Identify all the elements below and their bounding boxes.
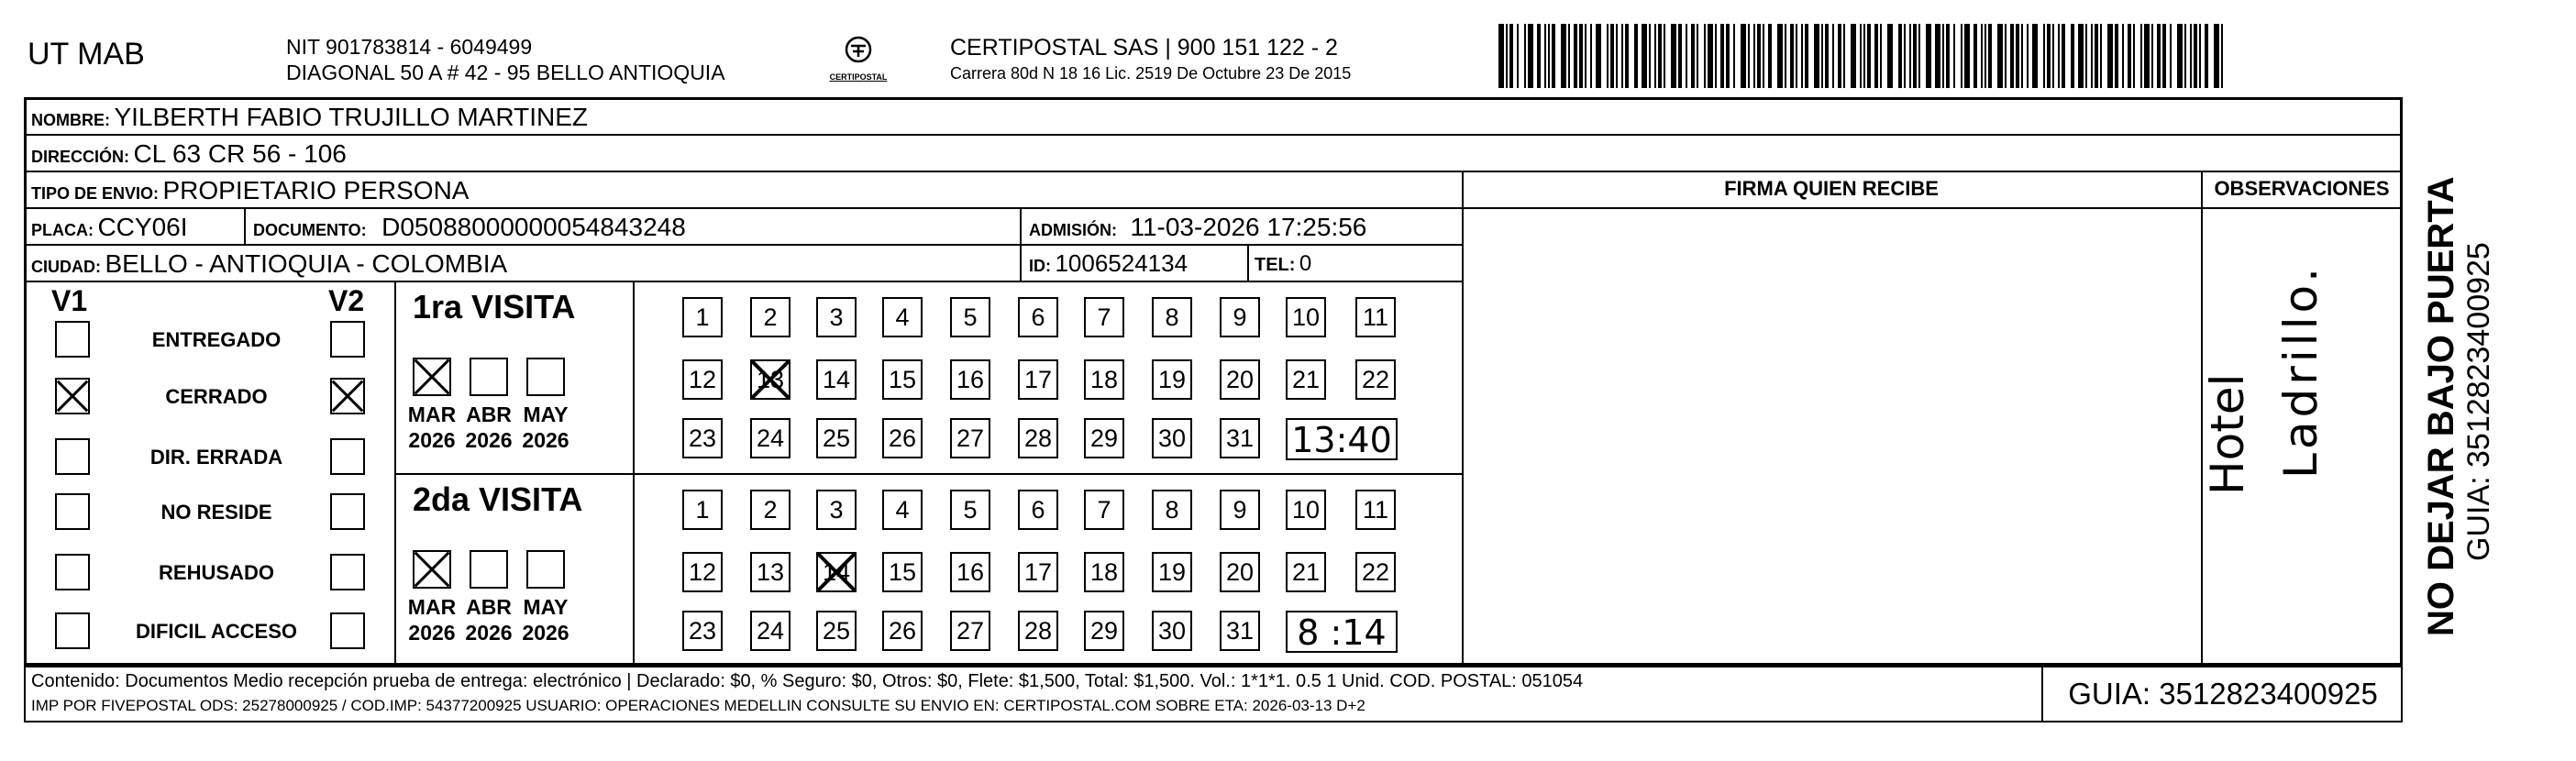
- barcode-bar: [2151, 24, 2153, 88]
- barcode-bar: [1585, 24, 1587, 88]
- visit-month-label: [457, 594, 521, 645]
- visit-day-box[interactable]: 3: [816, 490, 857, 530]
- visit-title: 1ra VISITA: [413, 288, 576, 325]
- visit-day-box[interactable]: 20: [1220, 552, 1260, 592]
- side-guia: GUIA: 3512823400925: [2461, 242, 2496, 561]
- tel-row: [1255, 251, 1311, 277]
- visit-day-box[interactable]: 7: [1084, 297, 1124, 337]
- barcode-bar: [1517, 24, 1519, 88]
- barcode-bar: [1942, 24, 1944, 88]
- barcode-bar: [1748, 24, 1750, 88]
- barcode-bar: [2162, 24, 2166, 88]
- visit-day-box[interactable]: 29: [1084, 611, 1124, 651]
- visit-month-checkbox[interactable]: [413, 358, 451, 396]
- tel-label: TEL:: [1255, 255, 1296, 275]
- barcode-bar: [2128, 24, 2131, 88]
- certipostal-logo: CERTIPOSTAL: [825, 35, 891, 82]
- visit-month-checkbox[interactable]: [526, 358, 565, 396]
- documento-label: DOCUMENTO:: [253, 221, 367, 239]
- v2-checkbox[interactable]: [330, 378, 365, 414]
- v1-checkbox[interactable]: [55, 612, 90, 649]
- barcode-bar: [1880, 24, 1882, 88]
- v2-checkbox[interactable]: [330, 493, 365, 530]
- barcode-bar: [2170, 24, 2172, 88]
- visit-day-box[interactable]: 19: [1152, 552, 1192, 592]
- barcode-bar: [1528, 24, 1533, 88]
- barcode-bar: [2190, 24, 2192, 88]
- barcode-bar: [1860, 24, 1862, 88]
- barcode-bar: [1805, 24, 1808, 88]
- barcode-bar: [1953, 24, 1955, 88]
- visit-day-box[interactable]: 17: [1018, 359, 1058, 400]
- barcode-bar: [1616, 24, 1618, 88]
- barcode-bar: [1918, 24, 1920, 88]
- visit-month-label: [457, 402, 521, 453]
- barcode-bar: [1537, 24, 1541, 88]
- barcode-bar: [2062, 24, 2065, 88]
- barcode-bar: [1946, 24, 1950, 88]
- barcode-bar: [2140, 24, 2142, 88]
- admision-row: [1029, 213, 1366, 242]
- status-option-label: CERRADO: [165, 385, 268, 408]
- barcode-bar: [2016, 24, 2019, 88]
- barcode-bar: [1904, 24, 1906, 88]
- visit-day-box[interactable]: 26: [882, 418, 923, 458]
- barcode-bar: [1733, 24, 1735, 88]
- firma-label: FIRMA QUIEN RECIBE: [1724, 177, 1939, 200]
- visit-day-box[interactable]: 13: [750, 359, 790, 400]
- month-year: 2026: [465, 428, 513, 452]
- visit-day-box[interactable]: 27: [950, 611, 990, 651]
- admision-label: ADMISIÓN:: [1029, 221, 1117, 239]
- visit-time[interactable]: 8 :14: [1286, 611, 1398, 653]
- barcode-bar: [2091, 24, 2093, 88]
- visit-day-box[interactable]: 4: [882, 490, 923, 530]
- observacion-hotel: Hotel: [2201, 373, 2254, 495]
- barcode-bar: [1753, 24, 1755, 88]
- barcode-bar: [1790, 24, 1794, 88]
- barcode-bar: [2107, 24, 2113, 88]
- barcode-bar: [1887, 24, 1893, 88]
- no-dejar-bajo-puerta: NO DEJAR BAJO PUERTA: [2421, 176, 2461, 636]
- barcode-bar: [1654, 24, 1656, 88]
- barcode-bar: [1988, 24, 1992, 88]
- placa-label: PLACA:: [31, 221, 94, 239]
- company-name: UT MAB: [28, 37, 145, 72]
- barcode-bar: [1544, 24, 1546, 88]
- visit-day-box[interactable]: 18: [1084, 552, 1124, 592]
- visit-day-box[interactable]: 9: [1220, 490, 1260, 530]
- visit-day-box[interactable]: 11: [1355, 297, 1396, 337]
- barcode-bar: [1997, 24, 2003, 88]
- visit-day-box[interactable]: 30: [1152, 418, 1192, 458]
- visit-day-box[interactable]: 2: [750, 490, 790, 530]
- barcode-bar: [2144, 24, 2150, 88]
- visit-day-box[interactable]: 19: [1152, 359, 1192, 400]
- barcode-bar: [2047, 24, 2051, 88]
- barcode-bar: [1509, 24, 1513, 88]
- placa-value: CCY06I: [97, 213, 188, 241]
- barcode-bar: [1625, 24, 1629, 88]
- observaciones-label: OBSERVACIONES: [2214, 177, 2390, 200]
- visit-day-box[interactable]: 10: [1286, 297, 1326, 337]
- visit-day-box[interactable]: 25: [816, 418, 857, 458]
- barcode-bar: [1671, 24, 1676, 88]
- row-divider: [24, 244, 1462, 246]
- month-year: 2026: [408, 428, 456, 452]
- month-year: 2026: [465, 621, 513, 645]
- visit-day-box[interactable]: 1: [682, 490, 723, 530]
- barcode-bar: [1524, 24, 1526, 88]
- barcode-bar: [1579, 24, 1583, 88]
- barcode-bar: [1642, 24, 1647, 88]
- visit-day-box[interactable]: 14: [816, 552, 857, 592]
- status-option-label: ENTREGADO: [151, 328, 282, 351]
- visit-day-box[interactable]: 11: [1355, 490, 1396, 530]
- observacion-ladrillo: Ladrillo.: [2274, 263, 2327, 479]
- barcode-bar: [1715, 24, 1717, 88]
- tipo-row: [31, 176, 469, 205]
- certipostal-name: CERTIPOSTAL SAS | 900 151 122 - 2: [950, 35, 1338, 61]
- visit-day-box[interactable]: 12: [682, 552, 723, 592]
- visit-day-box[interactable]: 23: [682, 418, 723, 458]
- row-divider: [24, 207, 2403, 209]
- barcode-bar: [1697, 24, 1698, 88]
- barcode-bar: [1686, 24, 1687, 88]
- month-name: MAR: [407, 403, 457, 426]
- visit-day-box[interactable]: 4: [882, 297, 923, 337]
- visit-day-box[interactable]: 8: [1152, 490, 1192, 530]
- barcode-bar: [1821, 24, 1823, 88]
- barcode-bar: [2043, 24, 2045, 88]
- months-column-divider: [633, 281, 635, 666]
- barcode: [1498, 24, 2228, 88]
- tipo-label: TIPO DE ENVIO:: [31, 184, 160, 203]
- ciudad-row: [31, 249, 507, 279]
- barcode-bar: [1851, 24, 1856, 88]
- barcode-bar: [1634, 24, 1638, 88]
- barcode-bar: [1561, 24, 1566, 88]
- visit-month-label: [400, 594, 464, 645]
- barcode-bar: [1964, 24, 1970, 88]
- month-year: 2026: [408, 621, 456, 645]
- visit-title: 2da VISITA: [413, 480, 583, 518]
- visit-day-box[interactable]: 31: [1220, 418, 1260, 458]
- documento-value: D0508800000005484324​8: [381, 213, 686, 241]
- company-address: DIAGONAL 50 A # 42 - 95 BELLO ANTIOQUIA: [286, 61, 725, 84]
- visit-day-box[interactable]: 29: [1084, 418, 1124, 458]
- barcode-bar: [1843, 24, 1845, 88]
- visit-divider: [394, 473, 1462, 475]
- barcode-bar: [1909, 24, 1911, 88]
- barcode-bar: [2115, 24, 2118, 88]
- status-option-label: DIR. ERRADA: [149, 446, 283, 469]
- barcode-bar: [1678, 24, 1682, 88]
- row-divider: [2201, 207, 2403, 209]
- barcode-bar: [1621, 24, 1623, 88]
- v1-checkbox[interactable]: [55, 378, 90, 414]
- barcode-bar: [2032, 24, 2038, 88]
- barcode-bar: [1548, 24, 1550, 88]
- barcode-bar: [2133, 24, 2135, 88]
- visit-time[interactable]: 13:40: [1286, 418, 1398, 460]
- status-option-label: REHUSADO: [159, 561, 274, 584]
- visit-day-box[interactable]: 24: [750, 611, 790, 651]
- status-option-label: DIFICIL ACCESO: [135, 620, 297, 643]
- nombre-value: YILBERTH FABIO TRUJILLO MARTINEZ: [114, 103, 589, 131]
- admision-value: 11-03-2026 17:25:56: [1130, 213, 1367, 241]
- barcode-bar: [2214, 24, 2219, 88]
- visit-day-box[interactable]: 10: [1286, 490, 1326, 530]
- v2-checkbox[interactable]: [330, 612, 365, 649]
- barcode-bar: [1777, 24, 1783, 88]
- barcode-bar: [1913, 24, 1917, 88]
- barcode-bar: [1763, 24, 1764, 88]
- v2-checkbox[interactable]: [330, 438, 365, 475]
- barcode-bar: [1506, 24, 1508, 88]
- cell-divider: [1247, 244, 1249, 281]
- direccion-value: CL 63 CR 56 - 106: [133, 139, 347, 168]
- visit-day-box[interactable]: 27: [950, 418, 990, 458]
- certipostal-license: Carrera 80d N 18 16 Lic. 2519 De Octubre 23 De 2015: [950, 64, 1352, 83]
- visit-day-box[interactable]: 26: [882, 611, 923, 651]
- barcode-bar: [1863, 24, 1865, 88]
- barcode-bar: [1801, 24, 1803, 88]
- status-option-label: NO RESIDE: [160, 501, 272, 524]
- v2-checkbox[interactable]: [330, 554, 365, 590]
- visit-day-box[interactable]: 12: [682, 359, 723, 400]
- visit-month-checkbox[interactable]: [470, 358, 508, 396]
- id-value: 1006524134: [1055, 249, 1188, 277]
- barcode-bar: [1552, 24, 1555, 88]
- visit-day-box[interactable]: 6: [1018, 297, 1058, 337]
- barcode-bar: [1658, 24, 1662, 88]
- barcode-bar: [1568, 24, 1570, 88]
- visit-day-box[interactable]: 23: [682, 611, 723, 651]
- barcode-bar: [1961, 24, 1962, 88]
- company-nit: NIT 901783814 - 6049499: [286, 35, 533, 59]
- visit-month-checkbox[interactable]: [413, 550, 451, 589]
- visit-month-label: [514, 402, 578, 453]
- visit-day-box[interactable]: 1: [682, 297, 723, 337]
- visit-month-label: [400, 402, 464, 453]
- barcode-bar: [1610, 24, 1614, 88]
- barcode-bar: [1726, 24, 1730, 88]
- barcode-bar: [1498, 24, 1504, 88]
- barcode-bar: [2027, 24, 2029, 88]
- barcode-bar: [1973, 24, 1977, 88]
- barcode-bar: [2194, 24, 2197, 88]
- tipo-value: PROPIETARIO PERSONA: [162, 176, 470, 204]
- barcode-bar: [1607, 24, 1609, 88]
- barcode-bar: [2095, 24, 2098, 88]
- certipostal-logo-icon: [840, 35, 877, 68]
- barcode-bar: [1704, 24, 1706, 88]
- visit-day-box[interactable]: 22: [1355, 359, 1396, 400]
- barcode-bar: [1838, 24, 1841, 88]
- barcode-bar: [2021, 24, 2023, 88]
- cell-divider: [244, 207, 246, 244]
- nombre-row: [31, 103, 588, 132]
- month-name: MAY: [523, 403, 569, 426]
- visit-day-box[interactable]: 6: [1018, 490, 1058, 530]
- visit-day-box[interactable]: 20: [1220, 359, 1260, 400]
- visit-day-box[interactable]: 18: [1084, 359, 1124, 400]
- barcode-bar: [2085, 24, 2087, 88]
- barcode-bar: [1832, 24, 1834, 88]
- barcode-bar: [1785, 24, 1786, 88]
- barcode-bar: [1796, 24, 1797, 88]
- barcode-bar: [1596, 24, 1601, 88]
- barcode-bar: [2100, 24, 2102, 88]
- barcode-bar: [2199, 24, 2201, 88]
- visit-day-box[interactable]: 25: [816, 611, 857, 651]
- barcode-bar: [1590, 24, 1592, 88]
- visit-day-box[interactable]: 13: [750, 552, 790, 592]
- v2-checkbox[interactable]: [330, 321, 365, 358]
- visit-day-box[interactable]: 2: [750, 297, 790, 337]
- visit-day-box[interactable]: 21: [1286, 552, 1326, 592]
- visit-day-box[interactable]: 7: [1084, 490, 1124, 530]
- barcode-bar: [2058, 24, 2060, 88]
- barcode-bar: [1691, 24, 1695, 88]
- row-divider: [24, 281, 1462, 282]
- direccion-label: DIRECCIÓN:: [31, 148, 129, 166]
- row-divider: [24, 171, 2403, 172]
- barcode-bar: [1757, 24, 1761, 88]
- barcode-bar: [1981, 24, 1983, 88]
- barcode-bar: [1708, 24, 1713, 88]
- id-label: ID:: [1029, 257, 1051, 275]
- footer-line2: IMP POR FIVEPOSTAL ODS: 25278000925 / COD.IMP: 54377200925 USUARIO: OPERACIONES MEDELLIN CONSULTE SU ENVIO EN: CERTIPOSTAL.COM SOBRE ETA: 2026-03-13 D+2: [31, 697, 1365, 714]
- barcode-bar: [1867, 24, 1871, 88]
- visit-day-box[interactable]: 24: [750, 418, 790, 458]
- direccion-row: [31, 139, 347, 169]
- nombre-label: NOMBRE:: [31, 111, 110, 129]
- visit-day-box[interactable]: 28: [1018, 611, 1058, 651]
- visit-day-box[interactable]: 5: [950, 297, 990, 337]
- visit-day-box[interactable]: 5: [950, 490, 990, 530]
- ciudad-label: CIUDAD:: [31, 258, 101, 276]
- barcode-bar: [1926, 24, 1931, 88]
- barcode-bar: [2122, 24, 2124, 88]
- month-name: ABR: [466, 403, 512, 426]
- ciudad-value: BELLO - ANTIOQUIA - COLOMBIA: [105, 249, 508, 278]
- visit-day-box[interactable]: 17: [1018, 552, 1058, 592]
- visit-day-box[interactable]: 21: [1286, 359, 1326, 400]
- documento-row: [253, 213, 686, 242]
- barcode-bar: [2005, 24, 2007, 88]
- v1-checkbox[interactable]: [55, 493, 90, 530]
- visit-day-box[interactable]: 16: [950, 552, 990, 592]
- barcode-bar: [2184, 24, 2186, 88]
- month-year: 2026: [522, 428, 569, 452]
- barcode-bar: [2205, 24, 2208, 88]
- v1-checkbox[interactable]: [55, 321, 90, 358]
- cell-divider: [1020, 207, 1022, 281]
- visit-month-checkbox[interactable]: [526, 550, 565, 589]
- visit-month-checkbox[interactable]: [470, 550, 508, 589]
- barcode-bar: [1898, 24, 1902, 88]
- barcode-bar: [1664, 24, 1665, 88]
- row-divider: [24, 134, 2403, 136]
- visit-day-box[interactable]: 14: [816, 359, 857, 400]
- v1-label: V1: [51, 284, 88, 317]
- id-row: [1029, 249, 1188, 278]
- footer-line1: Contenido: Documentos Medio recepción prueba de entrega: electrónico | Declarado: $0, % Seguro: $0, Otros: $0, Flete: $1,500, Total: $1,500. Vol.: 1*1*1. 0.5 1 Unid. COD. POSTAL: 051054: [31, 671, 1584, 691]
- firma-column-divider: [1462, 171, 1464, 666]
- footer-guia: GUIA: 3512823400925: [2041, 666, 2403, 722]
- barcode-bar: [1814, 24, 1819, 88]
- barcode-bar: [2177, 24, 2183, 88]
- barcode-bar: [1825, 24, 1829, 88]
- month-year: 2026: [522, 621, 569, 645]
- visit-day-box[interactable]: 31: [1220, 611, 1260, 651]
- barcode-bar: [1874, 24, 1878, 88]
- visit-day-box[interactable]: 16: [950, 359, 990, 400]
- barcode-bar: [2052, 24, 2054, 88]
- barcode-bar: [1741, 24, 1746, 88]
- visit-day-box[interactable]: 3: [816, 297, 857, 337]
- barcode-bar: [2010, 24, 2014, 88]
- barcode-bar: [1574, 24, 1577, 88]
- barcode-bar: [1985, 24, 1986, 88]
- visit-day-box[interactable]: 15: [882, 359, 923, 400]
- tel-value: 0: [1299, 251, 1312, 276]
- visit-day-box[interactable]: 30: [1152, 611, 1192, 651]
- v2-label: V2: [328, 284, 365, 317]
- barcode-bar: [2078, 24, 2084, 88]
- barcode-bar: [1649, 24, 1651, 88]
- barcode-bar: [1768, 24, 1772, 88]
- v1-checkbox[interactable]: [55, 438, 90, 475]
- barcode-bar: [2221, 24, 2223, 88]
- month-name: MAR: [407, 595, 457, 619]
- month-name: MAY: [523, 595, 569, 619]
- visit-day-box[interactable]: 22: [1355, 552, 1396, 592]
- barcode-bar: [2157, 24, 2161, 88]
- visit-day-box[interactable]: 9: [1220, 297, 1260, 337]
- visit-day-box[interactable]: 8: [1152, 297, 1192, 337]
- visit-day-box[interactable]: 28: [1018, 418, 1058, 458]
- visit-month-label: [514, 594, 578, 645]
- barcode-bar: [1935, 24, 1940, 88]
- visit-day-box[interactable]: 15: [882, 552, 923, 592]
- barcode-bar: [1720, 24, 1724, 88]
- v1-checkbox[interactable]: [55, 554, 90, 590]
- barcode-bar: [2071, 24, 2074, 88]
- placa-row: [31, 213, 188, 242]
- month-name: ABR: [466, 595, 512, 619]
